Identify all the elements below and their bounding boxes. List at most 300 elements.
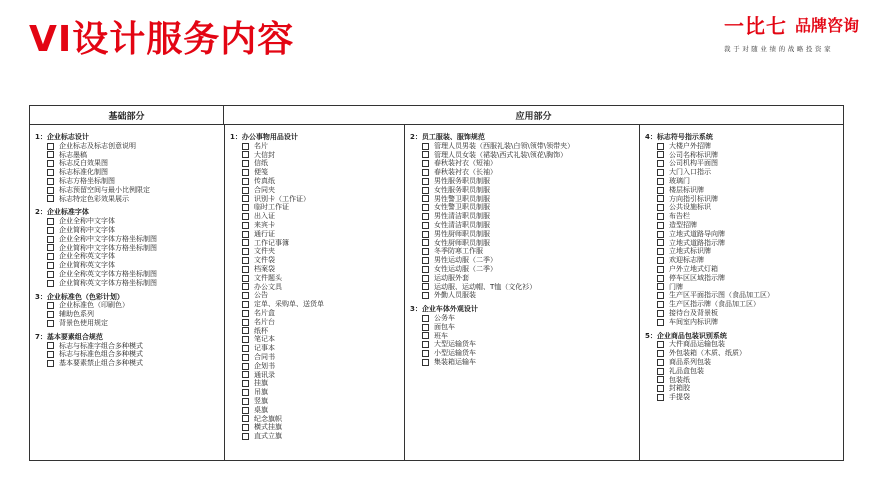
checkbox[interactable] — [657, 275, 664, 282]
checklist-item-label: 出入证 — [254, 212, 275, 221]
checklist-item — [422, 203, 636, 212]
checklist-item — [242, 247, 400, 256]
checklist-item-label: 企业全称英文字体方格坐标制图 — [59, 269, 157, 278]
checkbox[interactable] — [242, 204, 249, 211]
checklist-item-label: 通讯录 — [254, 370, 275, 379]
checklist-item — [657, 376, 841, 385]
checkbox[interactable] — [422, 213, 429, 220]
checkbox[interactable] — [242, 222, 249, 229]
checklist-item-label: 女性服务职员制服 — [434, 185, 490, 194]
checkbox[interactable] — [242, 283, 249, 290]
basic-column — [35, 133, 221, 368]
checklist-item-label: 便笺 — [254, 168, 268, 177]
brand-tagline: 裁于对随业绩的战略投资家 — [724, 45, 834, 53]
category-title: 1：办公事物用品设计 — [230, 133, 298, 141]
checkbox[interactable] — [47, 351, 54, 358]
checkbox[interactable] — [422, 222, 429, 229]
checkbox[interactable] — [242, 380, 249, 387]
checkbox[interactable] — [422, 239, 429, 246]
checklist-item — [242, 212, 400, 221]
checklist — [410, 142, 636, 300]
checklist-item-label: 楼层标识牌 — [669, 185, 704, 194]
checklist-item-label: 企业标志及标志创意说明 — [59, 141, 136, 150]
checkbox[interactable] — [422, 178, 429, 185]
checklist-item-label: 企业简称英文字体方格坐标制图 — [59, 278, 157, 287]
checklist-item-label: 方向指引标识牌 — [669, 194, 718, 203]
checklist-item — [657, 309, 841, 318]
checklist-item — [242, 397, 400, 406]
checklist-item-label: 管理人员女装（裙装\西式礼装\领花\胸饰） — [434, 150, 568, 159]
checklist-item-label: 手提袋 — [669, 393, 690, 402]
checkbox[interactable] — [242, 213, 249, 220]
checkbox[interactable] — [422, 292, 429, 299]
checkbox[interactable] — [657, 222, 664, 229]
checkbox[interactable] — [47, 271, 54, 278]
checklist — [410, 314, 636, 367]
category-title: 2：企业标准字体 — [35, 208, 89, 217]
checkbox[interactable] — [422, 283, 429, 290]
checklist-item-label: 小型运输货车 — [434, 349, 476, 358]
checklist-item — [47, 186, 221, 195]
checklist-item — [422, 212, 636, 221]
checklist-item — [422, 314, 636, 323]
checkbox[interactable] — [422, 169, 429, 176]
checkbox[interactable] — [657, 368, 664, 375]
checkbox[interactable] — [422, 151, 429, 158]
checklist-item — [422, 265, 636, 274]
checklist-item — [242, 309, 400, 318]
checkbox[interactable] — [657, 266, 664, 273]
checkbox[interactable] — [242, 389, 249, 396]
brand-name: 品牌咨询 — [795, 16, 860, 35]
checkbox[interactable] — [242, 327, 249, 334]
checkbox[interactable] — [242, 310, 249, 317]
checkbox[interactable] — [422, 332, 429, 339]
checklist-item-label: 记事本 — [254, 344, 275, 353]
checklist-item — [47, 235, 221, 244]
checklist-item — [422, 230, 636, 239]
checkbox[interactable] — [657, 187, 664, 194]
checklist-item — [422, 291, 636, 300]
applied-column-apparel-vehicle — [410, 133, 636, 367]
checklist-item-label: 企业全称中文字体方格坐标制图 — [59, 234, 157, 243]
checkbox[interactable] — [422, 160, 429, 167]
checkbox[interactable] — [657, 359, 664, 366]
checkbox[interactable] — [47, 311, 54, 318]
checklist-item-label: 包装纸 — [669, 375, 690, 384]
checklist-item — [657, 186, 841, 195]
checklist — [35, 342, 221, 368]
checkbox[interactable] — [242, 151, 249, 158]
checkbox[interactable] — [422, 275, 429, 282]
checkbox[interactable] — [242, 231, 249, 238]
checkbox[interactable] — [47, 302, 54, 309]
checkbox[interactable] — [657, 394, 664, 401]
checklist-item — [657, 340, 841, 349]
checklist-item — [422, 177, 636, 186]
checklist-item-label: 立地式道路导向牌 — [669, 229, 725, 238]
checklist-item-label: 临时工作证 — [254, 203, 289, 212]
checklist-item-label: 春秋装衬衣（长袖） — [434, 168, 497, 177]
checklist-item — [47, 342, 221, 351]
checklist-item-label: 生产区指示牌（食品加工区） — [669, 300, 760, 309]
checkbox[interactable] — [657, 204, 664, 211]
checklist-item-label: 男性运动服（二季） — [434, 256, 497, 265]
checklist-item-label: 女性厨师职员制服 — [434, 238, 490, 247]
checkbox[interactable] — [422, 324, 429, 331]
checklist-item-label: 企业全称中文字体 — [59, 217, 115, 226]
checklist-item-label: 标志与标准字组合多种模式 — [59, 341, 143, 350]
checklist-item-label: 布告栏 — [669, 212, 690, 221]
checklist-item-label: 女性清洁职员制服 — [434, 220, 490, 229]
checklist-item-label: 车间室内标识牌 — [669, 317, 718, 326]
checklist-item — [242, 423, 400, 432]
checklist-item — [422, 168, 636, 177]
applied-column-signage-packaging — [645, 133, 841, 402]
checklist-item — [422, 274, 636, 283]
checklist-item — [657, 358, 841, 367]
checklist-item-label: 文件袋 — [254, 256, 275, 265]
checklist-item — [422, 323, 636, 332]
checkbox[interactable] — [657, 376, 664, 383]
checklist-item-label: 名片盒 — [254, 308, 275, 317]
checklist-item — [242, 432, 400, 441]
checklist-item — [657, 265, 841, 274]
checkbox[interactable] — [242, 336, 249, 343]
checkbox[interactable] — [657, 341, 664, 348]
checkbox[interactable] — [657, 231, 664, 238]
checklist-item-label: 大门入口指示 — [669, 168, 711, 177]
checklist-item — [47, 350, 221, 359]
checklist-item — [242, 318, 400, 327]
checklist-item-label: 欢迎标志牌 — [669, 256, 704, 265]
checklist-item — [657, 221, 841, 230]
category-title: 3：企业标准色（色彩计划） — [35, 292, 124, 301]
checklist-item — [242, 327, 400, 336]
checklist-item-label: 企业简称中文字体方格坐标制图 — [59, 243, 157, 252]
checklist-item — [657, 177, 841, 186]
checklist-item-label: 男性警卫职员制服 — [434, 194, 490, 203]
checklist-item — [657, 168, 841, 177]
checkbox[interactable] — [242, 257, 249, 264]
checklist — [35, 301, 221, 327]
checkbox[interactable] — [242, 169, 249, 176]
checklist-item-label: 企业简称中文字体 — [59, 225, 115, 234]
checkbox[interactable] — [242, 407, 249, 414]
checklist-item — [657, 256, 841, 265]
checkbox[interactable] — [657, 385, 664, 392]
checklist — [35, 217, 221, 287]
checklist-item — [242, 142, 400, 151]
checkbox[interactable] — [657, 248, 664, 255]
checkbox[interactable] — [47, 195, 54, 202]
checklist-item — [242, 300, 400, 309]
checklist-item-label: 辅助色系列 — [59, 310, 94, 319]
checklist-item-label: 标志标准化制图 — [59, 168, 108, 177]
checkbox[interactable] — [422, 266, 429, 273]
checkbox[interactable] — [242, 195, 249, 202]
checklist-item-label: 公告 — [254, 291, 268, 300]
checklist-item-label: 吊旗 — [254, 388, 268, 397]
checklist-item — [242, 177, 400, 186]
checklist-item-label: 运动服、运动帽、T恤（文化衫） — [434, 282, 537, 291]
checklist-item — [422, 186, 636, 195]
checkbox[interactable] — [242, 248, 249, 255]
checkbox[interactable] — [47, 280, 54, 287]
checkbox[interactable] — [657, 319, 664, 326]
checkbox[interactable] — [242, 178, 249, 185]
checkbox[interactable] — [47, 244, 54, 251]
checklist-item — [242, 388, 400, 397]
checkbox[interactable] — [657, 195, 664, 202]
checklist-item-label: 企业标准色（印刷色） — [59, 301, 129, 310]
checkbox[interactable] — [657, 350, 664, 357]
checkbox[interactable] — [657, 301, 664, 308]
checklist-item-label: 文件夹 — [254, 247, 275, 256]
checklist-item — [242, 406, 400, 415]
checklist-item-label: 名片台 — [254, 317, 275, 326]
checklist-item-label: 生产区平面指示图（食品加工区） — [669, 291, 774, 300]
checklist-item-label: 企划书 — [254, 361, 275, 370]
checklist-item — [47, 217, 221, 226]
checklist-item-label: 管理人员男装（西服礼装\白领\领带\领带夹） — [434, 141, 575, 150]
category-title: 4：标志符号指示系统 — [645, 133, 713, 141]
checkbox[interactable] — [657, 213, 664, 220]
checklist-item — [242, 379, 400, 388]
checklist-item — [657, 159, 841, 168]
checkbox[interactable] — [242, 371, 249, 378]
checklist-item-label: 企业全称英文字体 — [59, 252, 115, 261]
checklist-item — [47, 177, 221, 186]
checkbox[interactable] — [47, 187, 54, 194]
checklist-item-label: 桌旗 — [254, 405, 268, 414]
checklist-item-label: 大型运输货车 — [434, 340, 476, 349]
checkbox[interactable] — [422, 231, 429, 238]
checkbox[interactable] — [47, 227, 54, 234]
checklist-item-label: 春秋装衬衣（短袖） — [434, 159, 497, 168]
checkbox[interactable] — [242, 187, 249, 194]
checklist-item — [242, 221, 400, 230]
checkbox[interactable] — [422, 341, 429, 348]
checkbox[interactable] — [47, 342, 54, 349]
checkbox[interactable] — [242, 239, 249, 246]
checklist-item — [242, 353, 400, 362]
checklist-item-label: 门牌 — [669, 282, 683, 291]
checkbox[interactable] — [47, 360, 54, 367]
checklist-item-label: 玻璃门 — [669, 176, 690, 185]
checklist-item — [422, 256, 636, 265]
checklist-item — [422, 142, 636, 151]
checklist-item-label: 立地式标识牌 — [669, 247, 711, 256]
checkbox[interactable] — [422, 350, 429, 357]
checklist-item-label: 冬季防寒工作服 — [434, 247, 483, 256]
checkbox[interactable] — [242, 143, 249, 150]
checkbox[interactable] — [657, 169, 664, 176]
checklist-item — [47, 159, 221, 168]
checkbox[interactable] — [422, 204, 429, 211]
checklist-item-label: 企业简称英文字体 — [59, 261, 115, 270]
checkbox[interactable] — [242, 301, 249, 308]
checklist-item — [242, 168, 400, 177]
checklist-item-label: 定单、采购单、送货单 — [254, 300, 324, 309]
checklist-item-label: 名片 — [254, 141, 268, 150]
checkbox[interactable] — [242, 266, 249, 273]
checklist-item-label: 通行证 — [254, 229, 275, 238]
checklist-item — [242, 344, 400, 353]
checkbox[interactable] — [657, 239, 664, 246]
checkbox[interactable] — [242, 319, 249, 326]
checklist-item-label: 标志与标准色组合多种模式 — [59, 350, 143, 359]
checklist-item — [47, 195, 221, 204]
checklist-item — [657, 384, 841, 393]
checklist-item — [657, 247, 841, 256]
checkbox[interactable] — [657, 151, 664, 158]
checklist-item-label: 标志特定色彩效果展示 — [59, 194, 129, 203]
checkbox[interactable] — [47, 143, 54, 150]
checkbox[interactable] — [242, 363, 249, 370]
checkbox[interactable] — [657, 143, 664, 150]
checklist-item — [657, 367, 841, 376]
checklist-item — [242, 291, 400, 300]
checklist-item — [47, 310, 221, 319]
checkbox[interactable] — [422, 257, 429, 264]
checklist-item-label: 基本要素禁止组合多种模式 — [59, 359, 143, 368]
checklist-item — [242, 256, 400, 265]
checklist — [35, 142, 221, 204]
checkbox[interactable] — [47, 253, 54, 260]
checkbox[interactable] — [242, 160, 249, 167]
checkbox[interactable] — [422, 187, 429, 194]
checkbox[interactable] — [242, 275, 249, 282]
checklist-item-label: 背景色使用规定 — [59, 318, 108, 327]
checkbox[interactable] — [657, 178, 664, 185]
checklist-item — [422, 247, 636, 256]
checkbox[interactable] — [422, 359, 429, 366]
checklist-item — [47, 226, 221, 235]
checklist-item — [657, 291, 841, 300]
checklist-item-label: 办公文具 — [254, 282, 282, 291]
checkbox[interactable] — [657, 160, 664, 167]
checklist-item-label: 停车区区域指示牌 — [669, 273, 725, 282]
checkbox[interactable] — [242, 415, 249, 422]
category-title: 1：企业标志设计 — [35, 133, 89, 141]
checklist-item — [242, 203, 400, 212]
checklist-item — [657, 212, 841, 221]
checklist-item-label: 横式挂旗 — [254, 423, 282, 432]
checkbox[interactable] — [47, 320, 54, 327]
checklist-item-label: 班车 — [434, 331, 448, 340]
checklist-item-label: 挂旗 — [254, 379, 268, 388]
checklist-item-label: 女性警卫职员制服 — [434, 203, 490, 212]
checklist-item-label: 运动服外套 — [434, 273, 469, 282]
checklist-item-label: 女性运动服（二季） — [434, 264, 497, 273]
checklist-item-label: 标志墨稿 — [59, 150, 87, 159]
checklist-item-label: 外勤人员服装 — [434, 291, 476, 300]
checkbox[interactable] — [657, 257, 664, 264]
checklist-item — [47, 270, 221, 279]
checkbox[interactable] — [422, 143, 429, 150]
basic-section-header: 基础部分 — [30, 106, 224, 125]
vi-service-table — [29, 105, 844, 461]
checklist-item — [47, 319, 221, 328]
checklist — [230, 142, 400, 441]
applied-section-header: 应用部分 — [224, 106, 843, 125]
checklist-item-label: 工作记事簿 — [254, 238, 289, 247]
checkbox[interactable] — [242, 398, 249, 405]
checklist-item-label: 标志反白效果图 — [59, 159, 108, 168]
checklist-item — [242, 415, 400, 424]
checklist-item — [422, 358, 636, 367]
checklist-item — [242, 265, 400, 274]
checkbox[interactable] — [422, 195, 429, 202]
checklist-item — [47, 168, 221, 177]
checklist — [645, 142, 841, 327]
checklist-item — [242, 159, 400, 168]
checklist-item-label: 大楼户外招牌 — [669, 141, 711, 150]
checklist-item-label: 户外立地式灯箱 — [669, 264, 718, 273]
column-divider — [404, 125, 405, 460]
checklist-item — [657, 349, 841, 358]
checklist-item — [47, 301, 221, 310]
checklist-item-label: 合同书 — [254, 352, 275, 361]
checkbox[interactable] — [47, 151, 54, 158]
checklist — [645, 340, 841, 402]
checklist-item-label: 立地式道路指示牌 — [669, 238, 725, 247]
checklist-item-label: 外包装箱（木质、纸质） — [669, 349, 746, 358]
applied-column-office — [230, 133, 400, 441]
checkbox[interactable] — [657, 292, 664, 299]
checklist-item — [422, 332, 636, 341]
checklist-item-label: 文件题头 — [254, 273, 282, 282]
checkbox[interactable] — [242, 292, 249, 299]
checklist-item-label: 传真纸 — [254, 176, 275, 185]
checklist-item — [47, 279, 221, 288]
checkbox[interactable] — [657, 310, 664, 317]
checklist-item — [422, 159, 636, 168]
checkbox[interactable] — [47, 178, 54, 185]
checkbox[interactable] — [242, 433, 249, 440]
category-title: 5：企业商品包装识别系统 — [645, 331, 727, 340]
checkbox[interactable] — [47, 218, 54, 225]
checkbox[interactable] — [47, 236, 54, 243]
checkbox[interactable] — [242, 345, 249, 352]
checkbox[interactable] — [657, 283, 664, 290]
checklist-item — [657, 203, 841, 212]
checklist-item-label: 标志方格坐标制图 — [59, 176, 115, 185]
checkbox[interactable] — [242, 354, 249, 361]
checklist-item-label: 公共设施标识 — [669, 203, 711, 212]
checkbox[interactable] — [47, 169, 54, 176]
checklist-item-label: 公司名称标识牌 — [669, 150, 718, 159]
checklist-item — [657, 393, 841, 402]
checkbox[interactable] — [422, 248, 429, 255]
checklist-item-label: 大件商品运输包装 — [669, 340, 725, 349]
checklist-item-label: 造型招牌 — [669, 220, 697, 229]
checkbox[interactable] — [422, 315, 429, 322]
checklist-item-label: 合同夹 — [254, 185, 275, 194]
checklist-item — [422, 221, 636, 230]
column-divider — [224, 125, 225, 460]
checklist-item-label: 礼品盒包装 — [669, 366, 704, 375]
checklist-item — [242, 186, 400, 195]
checkbox[interactable] — [242, 424, 249, 431]
checklist-item-label: 公司机构平面图 — [669, 159, 718, 168]
checkbox[interactable] — [47, 160, 54, 167]
checklist-item-label: 男性清洁职员制服 — [434, 212, 490, 221]
page-title: VI设计服务内容 — [29, 19, 295, 60]
checklist-item — [657, 230, 841, 239]
checkbox[interactable] — [47, 262, 54, 269]
